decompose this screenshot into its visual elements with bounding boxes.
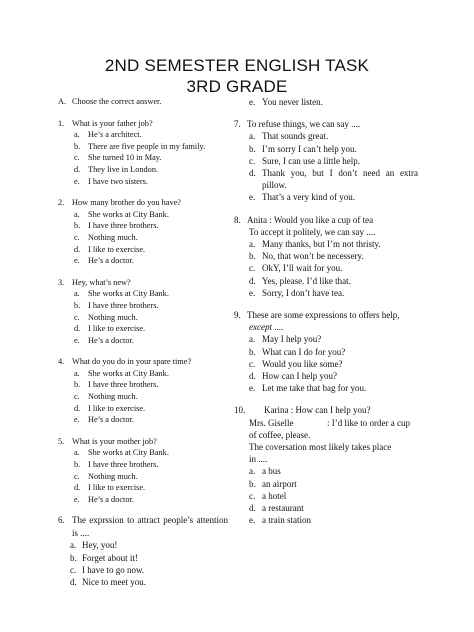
page-title: 2ND SEMESTER ENGLISH TASK: [104, 56, 370, 75]
left-column: [58, 96, 228, 589]
option-5e: e. He’s a doctor.: [74, 494, 134, 504]
question-8-prompt: To accept it politely, we can say ....: [249, 226, 376, 237]
option-3a: a. She works at City Bank.: [74, 289, 169, 299]
option-3e: e. He’s a doctor.: [74, 335, 134, 345]
option-3c: c. Nothing much.: [74, 312, 138, 322]
option-4d: d. I like to exercise.: [74, 403, 146, 413]
option-4b: b. I have three brothers.: [74, 380, 159, 390]
question-10-line2: Mrs. Giselle : I’d like to order a cup: [249, 417, 410, 428]
option-7b: b. I’m sorry I can’t help you.: [249, 143, 357, 154]
option-10c: c. a hotel: [249, 490, 287, 501]
option-9a: a. May I help you?: [249, 334, 322, 345]
option-8d: d. Yes, please. I’d like that.: [249, 275, 351, 286]
question-3: 3. Hey, what’s new?: [58, 277, 131, 287]
option-5a: a. She works at City Bank.: [74, 448, 169, 458]
question-10-line3: of coffee, please.: [249, 429, 311, 440]
question-6: 6. The exprssion to attract people’s attention is ....: [58, 515, 228, 538]
right-column: [234, 96, 418, 527]
question-4: 4. What do you do in your spare time?: [58, 357, 192, 367]
option-4c: c. Nothing much.: [74, 392, 138, 402]
option-3b: b. I have three brothers.: [74, 300, 159, 310]
option-9c: c. Would you like some?: [249, 358, 343, 369]
option-6b: b. Forget about it!: [70, 552, 138, 563]
question-5: 5. What is your mother job?: [58, 436, 157, 446]
question-9-cont: except ....: [249, 322, 284, 333]
option-4a: a. She works at City Bank.: [74, 368, 169, 378]
question-2: 2. How many brother do you have?: [58, 198, 181, 208]
option-10e: e. a train station: [249, 515, 311, 526]
option-2d: d. I like to exercise.: [74, 244, 146, 254]
option-1d: d. They live in London.: [74, 164, 159, 174]
option-6c: c. I have to go now.: [70, 565, 145, 576]
instruction: A. Choose the correct answer.: [58, 97, 162, 106]
question-7: 7. To refuse things, we can say ....: [234, 119, 361, 130]
option-1e: e. I have two sisters.: [74, 176, 148, 186]
option-8e: e. Sorry, I don’t have tea.: [249, 287, 345, 298]
option-7a: a. That sounds great.: [249, 131, 329, 142]
option-10d: d. a restaurant: [249, 503, 304, 514]
option-1c: c. She turned 10 in May.: [74, 153, 162, 163]
question-8: 8. Anita : Would you like a cup of tea: [234, 214, 374, 225]
option-2a: a. She works at City Bank.: [74, 209, 169, 219]
question-10: 10. Karina : How can I help you?: [234, 405, 371, 416]
option-2b: b. I have three brothers.: [74, 221, 159, 231]
option-7e: e. That’s a very kind of you.: [249, 192, 355, 203]
question-10-line4: The coversation most likely takes place: [249, 442, 392, 453]
option-10b: b. an airport: [249, 478, 297, 489]
question-9: 9. These are some expressions to offers help,: [234, 310, 400, 321]
option-10a: a. a bus: [249, 466, 281, 477]
option-8a: a. Many thanks, but I’m not thristy.: [249, 239, 381, 250]
question-1: 1. What is your father job?: [58, 118, 153, 128]
option-6a: a. Hey, you!: [70, 540, 118, 551]
question-10-line5: in ....: [249, 454, 268, 465]
page-subtitle: 3RD GRADE: [186, 77, 288, 96]
option-7d: d. Thank you, but I don’t need an extra pillow.: [249, 168, 418, 191]
option-4e: e. He’s a doctor.: [74, 415, 134, 425]
option-9b: b. What can I do for you?: [249, 346, 346, 357]
option-7c: c. Sure, I can use a little help.: [249, 155, 360, 166]
option-2c: c. Nothing much.: [74, 232, 138, 242]
option-9e: e. Let me take that bag for you.: [249, 383, 367, 394]
option-8b: b. No, that won’t be necessery.: [249, 251, 364, 262]
option-9d: d. How can I help you?: [249, 371, 337, 382]
option-5b: b. I have three brothers.: [74, 460, 159, 470]
option-8c: c. OkY, I’ll wait for you.: [249, 263, 343, 274]
option-5c: c. Nothing much.: [74, 471, 138, 481]
option-6e: e. You never listen.: [249, 97, 323, 107]
option-3d: d. I like to exercise.: [74, 324, 146, 334]
option-2e: e. He’s a doctor.: [74, 256, 134, 266]
option-5d: d. I like to exercise.: [74, 483, 146, 493]
option-6d: d. Nice to meet you.: [70, 577, 146, 588]
option-1b: b. There are five people in my family.: [74, 141, 206, 151]
option-1a: a. He’s a architect.: [74, 130, 142, 140]
